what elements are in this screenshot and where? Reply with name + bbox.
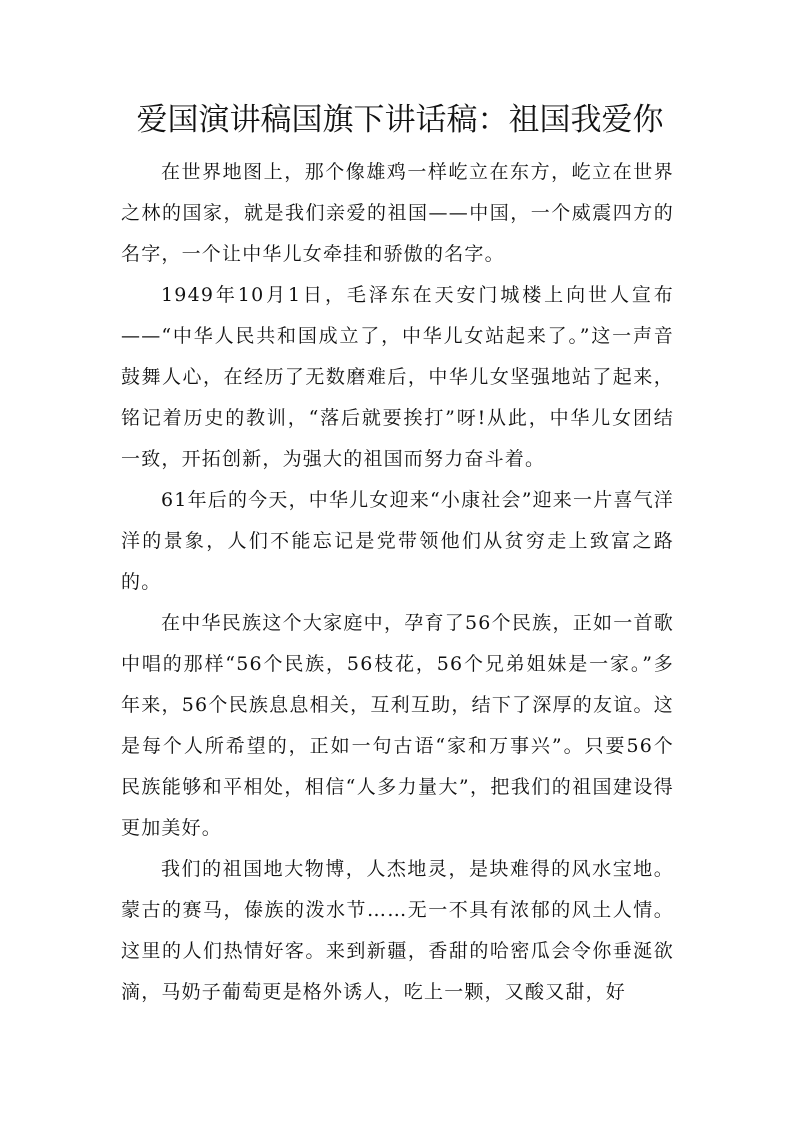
paragraph-1: 在世界地图上，那个像雄鸡一样屹立在东方，屹立在世界之林的国家，就是我们亲爱的祖国——中国，一个威震四方的名字，一个让中华儿女牵挂和骄傲的名字。 [121, 161, 674, 265]
document-body [121, 152, 674, 1013]
paragraph-5: 我们的祖国地大物博，人杰地灵，是块难得的风水宝地。蒙古的赛马，傣族的泼水节……无一不具有浓郁的风土人情。这里的人们热情好客。来到新疆，香甜的哈密瓜会令你垂涎欲滴，马奶子葡萄更是格外诱人，吃上一颗，又酸又甜，好 [121, 858, 674, 1003]
paragraph-4: 在中华民族这个大家庭中，孕育了56个民族，正如一首歌中唱的那样“56个民族，56枝花，56个兄弟姐妹是一家。”多年来，56个民族息息相关，互利互助，结下了深厚的友谊。这是每个人所希望的，正如一句古语“家和万事兴”。只要56个民族能够和平相处，相信“人多力量大”，把我们的祖国建设得更加美好。 [121, 612, 674, 839]
document-title: 爱国演讲稿国旗下讲话稿：祖国我爱你 [136, 102, 664, 138]
paragraph-3: 61年后的今天，中华儿女迎来“小康社会”迎来一片喜气洋洋的景象，人们不能忘记是党带领他们从贫穷走上致富之路的。 [121, 489, 675, 593]
paragraph-2: 1949年10月1日，毛泽东在天安门城楼上向世人宣布——“中华人民共和国成立了，中华儿女站起来了。”这一声音鼓舞人心，在经历了无数磨难后，中华儿女坚强地站了起来，铭记着历史的教训，“落后就要挨打”呀!从此，中华儿女团结一致，开拓创新，为强大的祖国而努力奋斗着。 [121, 284, 674, 470]
